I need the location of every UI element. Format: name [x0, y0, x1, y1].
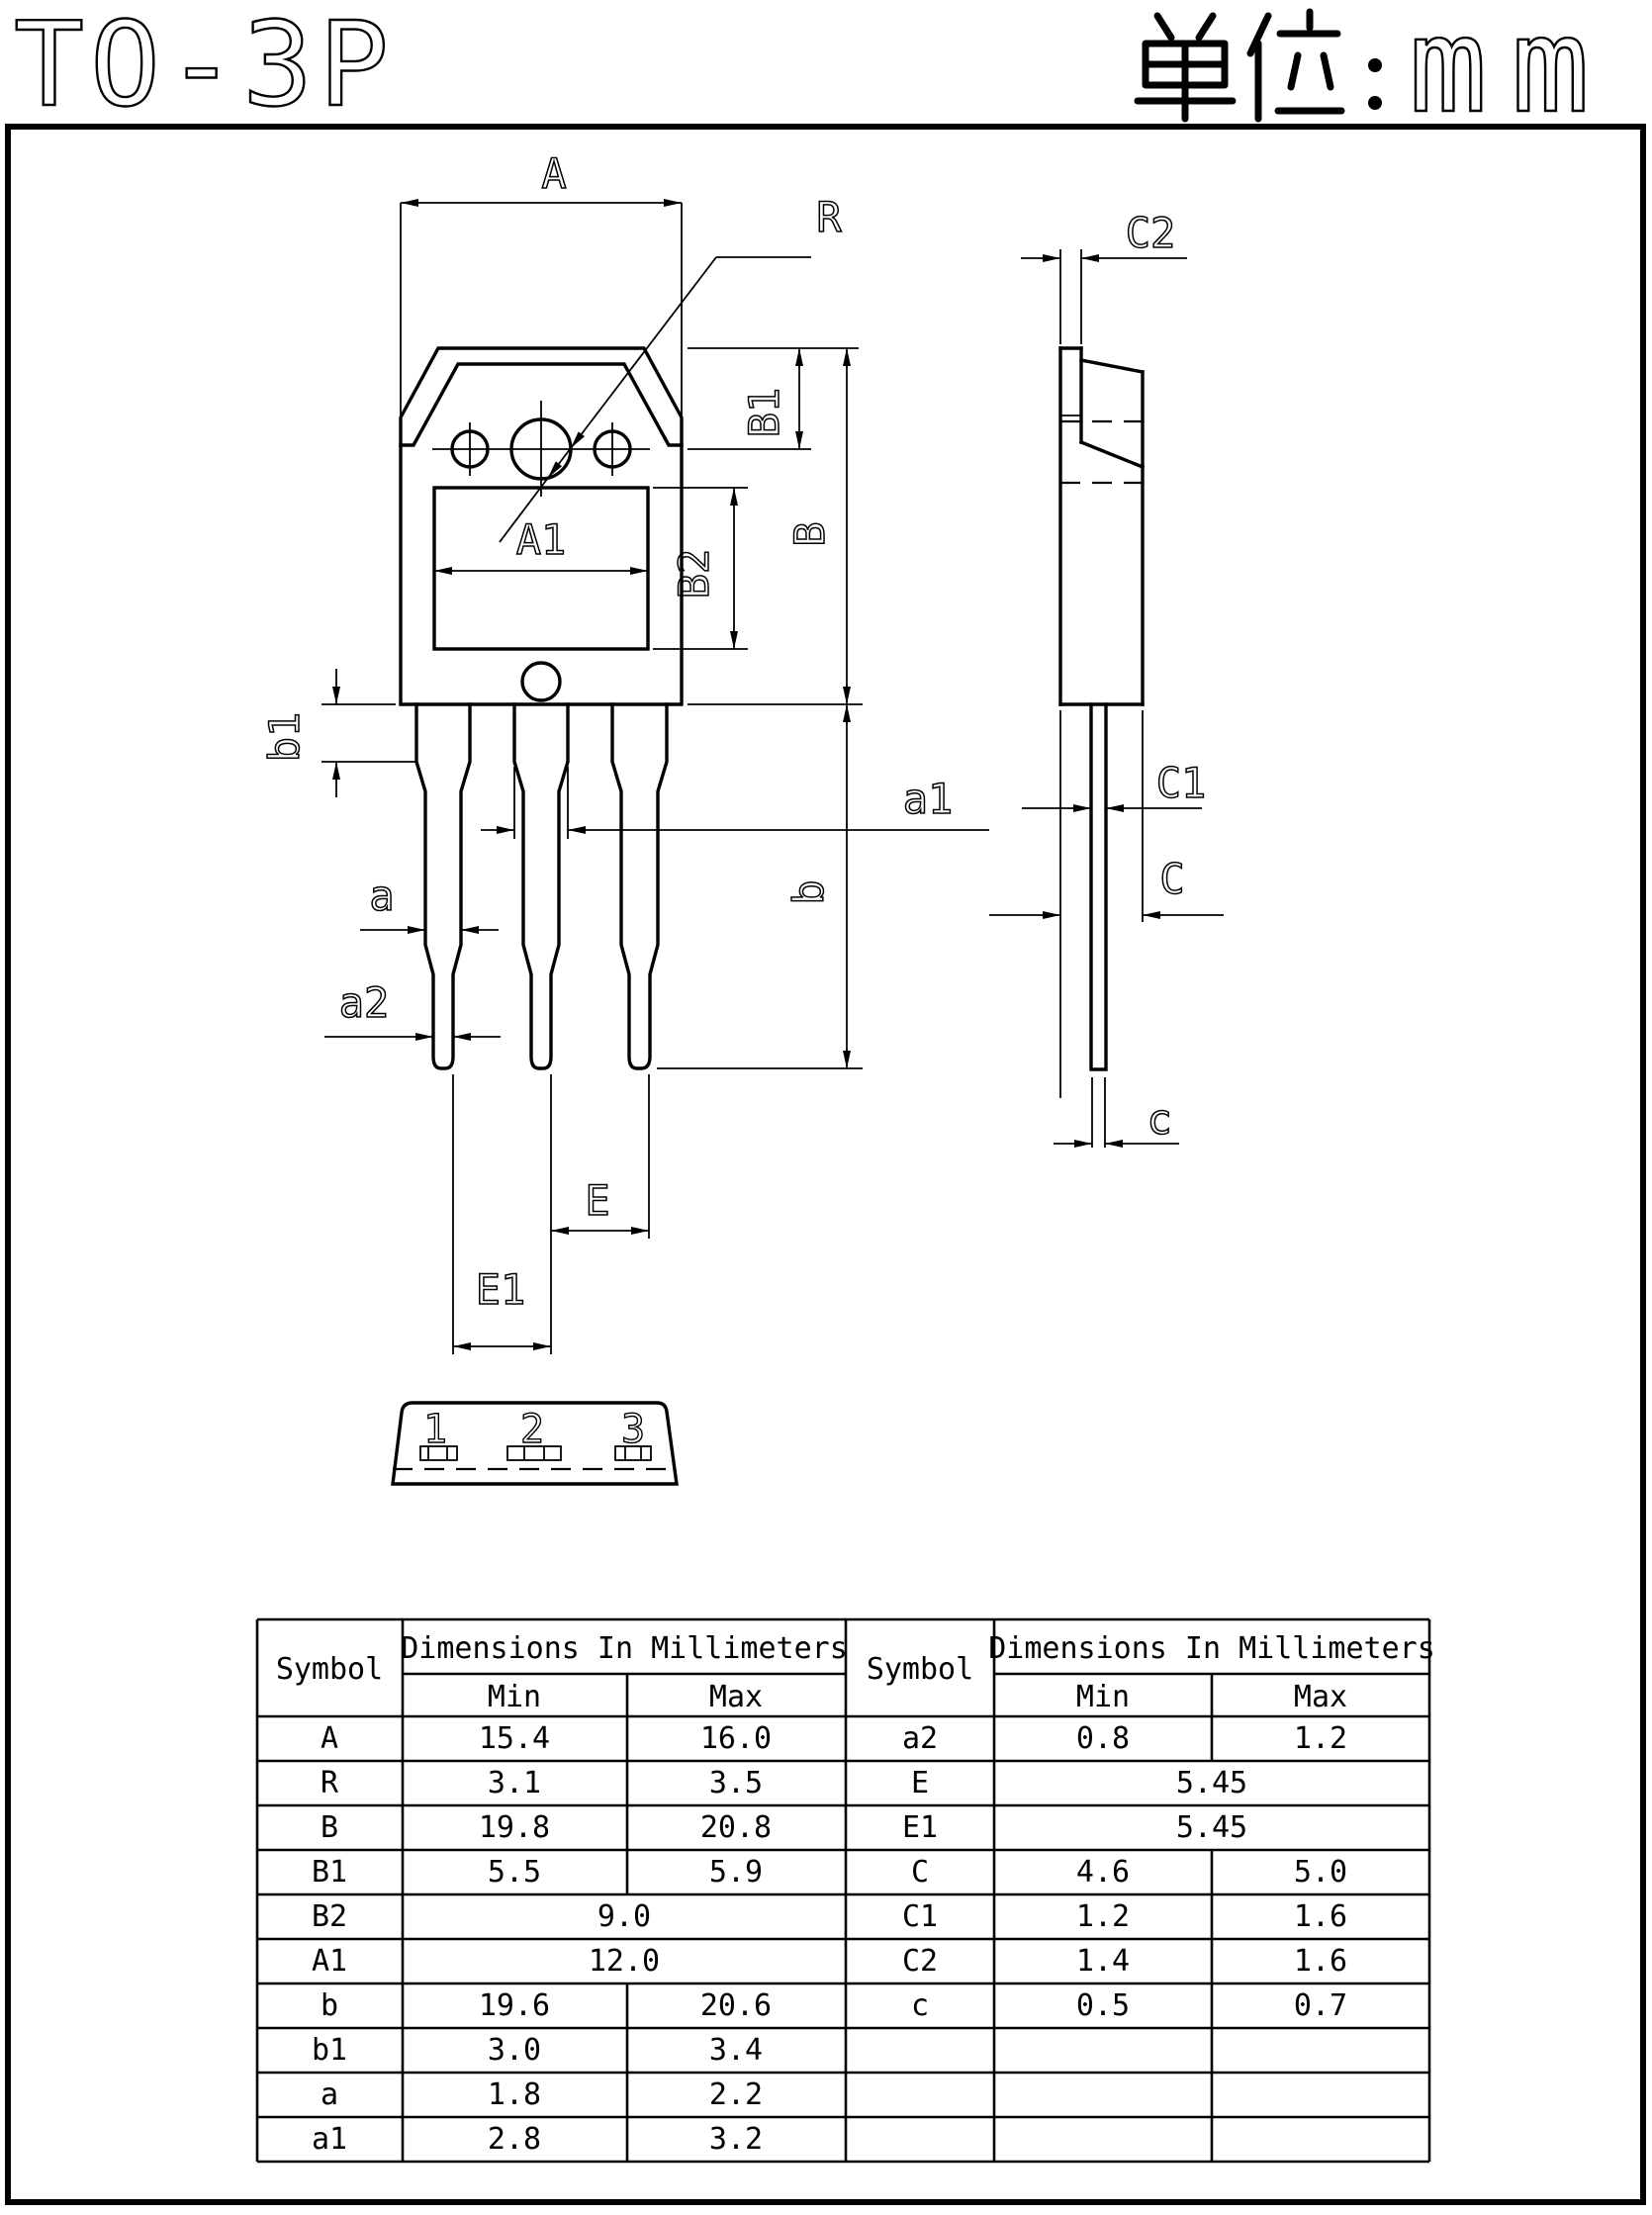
table-cell: C1 [901, 1899, 939, 1934]
pin-3-front [612, 704, 667, 1068]
table-cell-span: 5.45 [1175, 1810, 1248, 1845]
table-cell: B [320, 1810, 339, 1845]
dim-C2 [1021, 249, 1187, 344]
table-cell: 20.6 [699, 1988, 773, 2023]
table-cell: 2.8 [487, 2122, 542, 2157]
table-cell: 4.6 [1075, 1855, 1131, 1890]
table-cell: B1 [311, 1855, 348, 1890]
unit-value: mm [1409, 0, 1613, 142]
table-cell: 1.4 [1075, 1944, 1131, 1979]
table-cell: A [320, 1721, 339, 1756]
table-cell: 1.6 [1293, 1944, 1348, 1979]
side-view [989, 209, 1224, 1148]
dim-label-b: b [784, 879, 833, 905]
table-cell: E1 [901, 1810, 939, 1845]
table-cell: a1 [311, 2122, 348, 2157]
table-cell: 16.0 [699, 1721, 773, 1756]
table-cell: a [320, 2077, 339, 2112]
table-cell: 5.5 [487, 1855, 542, 1890]
unit-char-dan [1138, 16, 1233, 119]
table-cell: 2.2 [708, 2077, 764, 2112]
dim-label-E: E [585, 1176, 610, 1225]
dim-label-a2: a2 [338, 978, 390, 1027]
table-cell-span: 9.0 [597, 1899, 652, 1934]
die-pad-outline [434, 488, 648, 649]
table-cell-span: 12.0 [588, 1944, 661, 1979]
side-body-outline [1060, 348, 1143, 704]
table-cell: C2 [901, 1944, 939, 1979]
table-cell: R [320, 1766, 339, 1800]
table-cell: 0.8 [1075, 1721, 1131, 1756]
table-cell: 5.9 [708, 1855, 764, 1890]
table-cell: a2 [901, 1721, 939, 1756]
table-cell: 1.2 [1075, 1899, 1131, 1934]
table-cell: 3.2 [708, 2122, 764, 2157]
dim-label-C: C [1159, 855, 1185, 903]
dim-label-B2: B2 [670, 548, 718, 600]
dim-label-c: c [1147, 1095, 1172, 1144]
pin-number-2: 2 [519, 1407, 545, 1452]
table-cell: c [910, 1988, 930, 2023]
dim-label-E1: E1 [475, 1265, 526, 1314]
unit-label [1136, 0, 1613, 142]
table-header-dimensions: Dimensions In Millimeters [401, 1631, 848, 1666]
table-cell: B2 [311, 1899, 348, 1934]
pin-1-front [416, 704, 470, 1068]
dim-label-B: B [785, 521, 834, 547]
table-cell: 3.4 [708, 2033, 764, 2068]
sheet-border [8, 127, 1643, 2202]
table-header-max: Max [708, 1680, 764, 1714]
table-cell: 3.1 [487, 1766, 542, 1800]
table-header-dimensions: Dimensions In Millimeters [988, 1631, 1435, 1666]
bottom-hole [522, 663, 560, 700]
table-cell: 1.2 [1293, 1721, 1348, 1756]
table-header-min: Min [487, 1680, 542, 1714]
table-cell: C [910, 1855, 930, 1890]
bottom-view [393, 1403, 677, 1484]
pin-2-front [514, 704, 568, 1068]
table-header-min: Min [1075, 1680, 1131, 1714]
dim-label-R: R [816, 193, 842, 241]
dimension-table-right [846, 1619, 1435, 2162]
table-cell: 19.8 [478, 1810, 551, 1845]
pin-number-3: 3 [620, 1407, 646, 1452]
dim-label-C1: C1 [1155, 759, 1207, 807]
front-pins [416, 704, 667, 1068]
dim-label-a: a [369, 872, 395, 920]
unit-colon-icon [1368, 58, 1382, 110]
table-header-max: Max [1293, 1680, 1348, 1714]
unit-char-wei [1250, 12, 1341, 119]
table-cell: 19.6 [478, 1988, 551, 2023]
table-header-symbol: Symbol [866, 1652, 974, 1687]
table-cell: 0.5 [1075, 1988, 1131, 2023]
table-cell: E [910, 1766, 930, 1800]
table-header-symbol: Symbol [275, 1652, 384, 1687]
table-cell: 0.7 [1293, 1988, 1348, 2023]
table-cell: 15.4 [478, 1721, 551, 1756]
table-cell: 3.5 [708, 1766, 764, 1800]
table-cell-span: 5.45 [1175, 1766, 1248, 1800]
table-cell: b [320, 1988, 339, 2023]
table-cell: A1 [311, 1944, 348, 1979]
table-cell: 5.0 [1293, 1855, 1348, 1890]
side-pin-upper [1091, 704, 1106, 1069]
table-cell: 20.8 [699, 1810, 773, 1845]
pin-number-1: 1 [422, 1407, 448, 1452]
dim-A [401, 203, 682, 415]
side-pin [1091, 704, 1106, 1148]
hole-centerlines [432, 401, 650, 497]
dim-label-C2: C2 [1125, 209, 1176, 257]
table-right-rows [902, 1721, 1347, 2023]
page-title: TO-3P [14, 0, 396, 133]
table-cell: 3.0 [487, 2033, 542, 2068]
dim-label-B1: B1 [740, 387, 788, 438]
table-cell: 1.6 [1293, 1899, 1348, 1934]
dim-label-b1: b1 [260, 711, 309, 763]
table-cell: b1 [311, 2033, 348, 2068]
side-pin-tip [1092, 1077, 1105, 1148]
dim-label-a1: a1 [902, 775, 954, 823]
front-view [260, 149, 989, 1354]
table-cell: 1.8 [487, 2077, 542, 2112]
dim-label-A: A [541, 149, 567, 198]
dim-label-A1: A1 [515, 515, 567, 564]
dimension-table-left [257, 1619, 848, 2162]
